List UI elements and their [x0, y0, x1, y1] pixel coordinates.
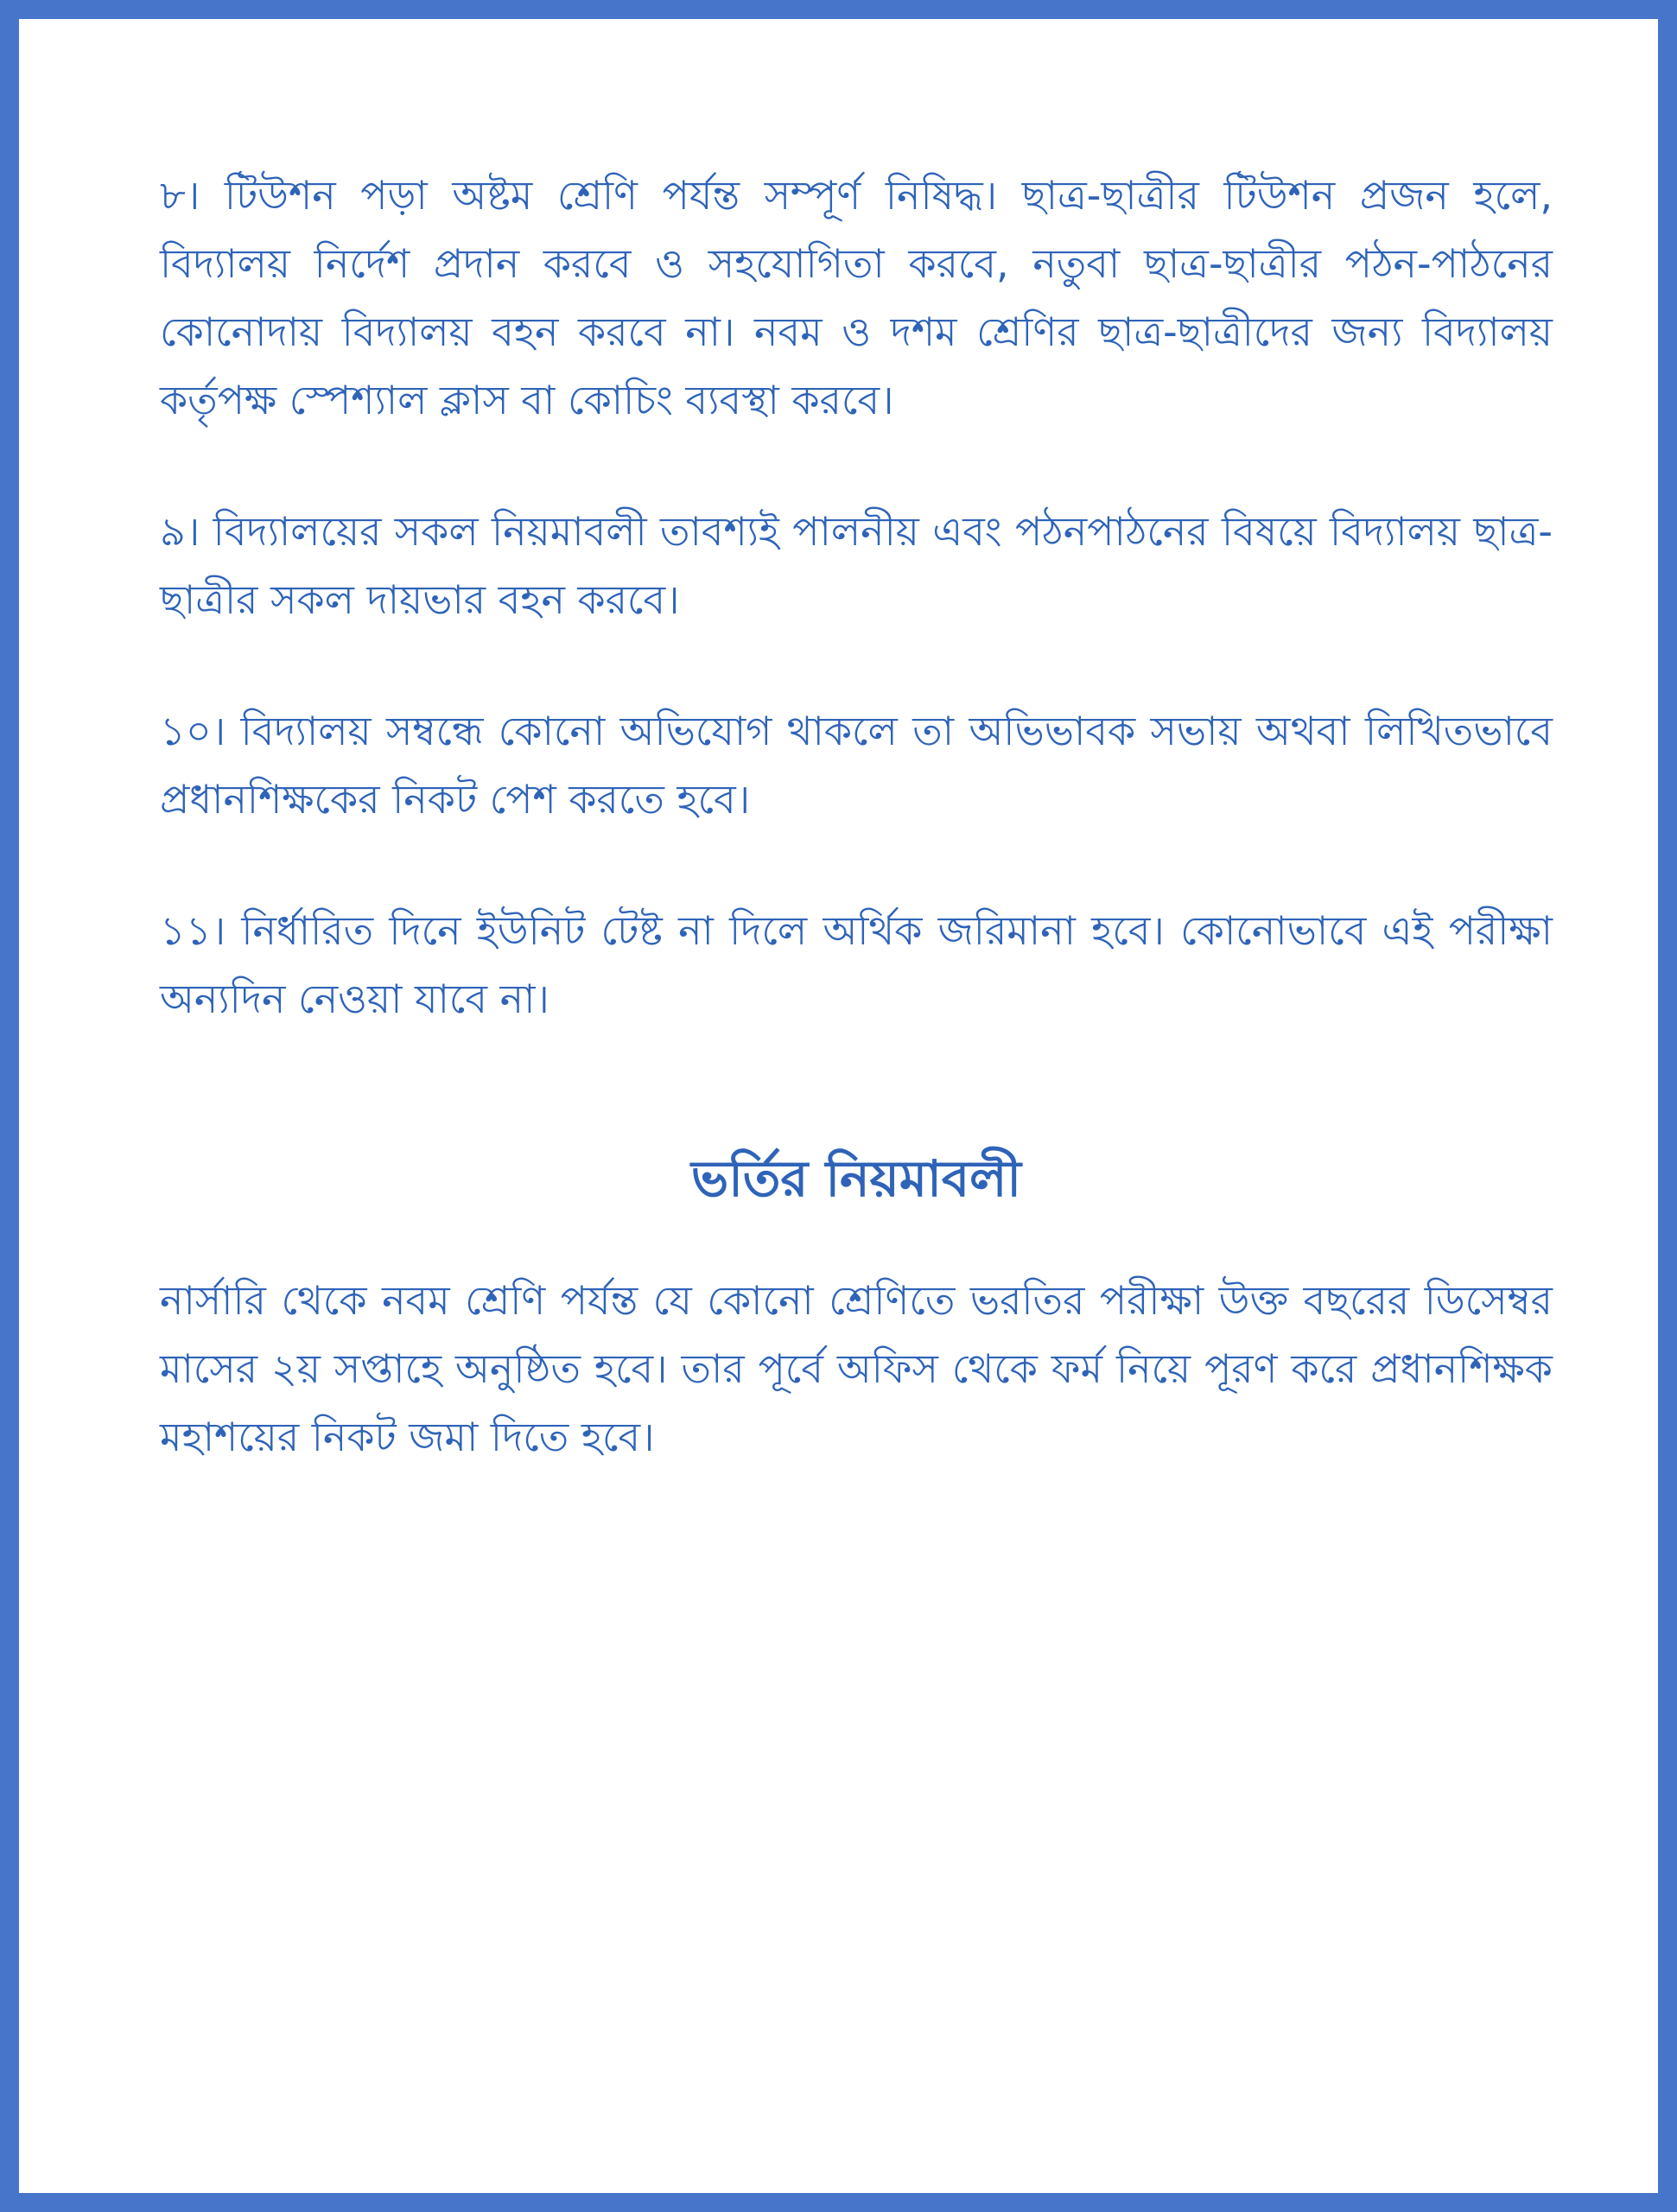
rule-8: ৮। টিউশন পড়া অষ্টম শ্রেণি পর্যন্ত সম্পূর্ণ নিষিদ্ধ। ছাত্র-ছাত্রীর টিউশন প্রজন হলে, বিদ্যালয় নির্দেশ প্রদান করবে ও সহযোগিতা করবে, নতুবা ছাত্র-ছাত্রীর পঠন-পাঠনের কোনোদায় বিদ্যালয় বহন করবে না। নবম ও দশম শ্রেণির ছাত্র-ছাত্রীদের জন্য বিদ্যালয় কর্তৃপক্ষ স্পেশ্যাল ক্লাস বা কোচিং ব্যবস্থা করবে।	[160, 172, 1553, 423]
page-content	[160, 162, 1553, 1471]
rule-11: ১১। নির্ধারিত দিনে ইউনিট টেষ্ট না দিলে অর্থিক জরিমানা হবে। কোনোভাবে এই পরীক্ষা অন্যদিন নেওয়া যাবে না।	[160, 907, 1553, 1022]
rule-9: ৯। বিদ্যালয়ের সকল নিয়মাবলী তাবশ্যই পালনীয় এবং পঠনপাঠনের বিষয়ে বিদ্যালয় ছাত্র-ছাত্রীর সকল দায়ভার বহন করবে।	[160, 508, 1553, 623]
admission-text: নার্সারি থেকে নবম শ্রেণি পর্যন্ত যে কোনো শ্রেণিতে ভরতির পরীক্ষা উক্ত বছরের ডিসেম্বর মাসের ২য় সপ্তাহে অনুষ্ঠিত হবে। তার পূর্বে অফিস থেকে ফর্ম নিয়ে পূরণ করে প্রধানশিক্ষক মহাশয়ের নিকট জমা দিতে হবে।	[160, 1277, 1553, 1460]
rule-10: ১০। বিদ্যালয় সম্বন্ধে কোনো অভিযোগ থাকলে তা অভিভাবক সভায় অথবা লিখিতভাবে প্রধানশিক্ষকের নিকট পেশ করতে হবে।	[160, 708, 1553, 823]
admission-heading: ভর্তির নিয়মাবলী	[691, 1149, 1021, 1208]
